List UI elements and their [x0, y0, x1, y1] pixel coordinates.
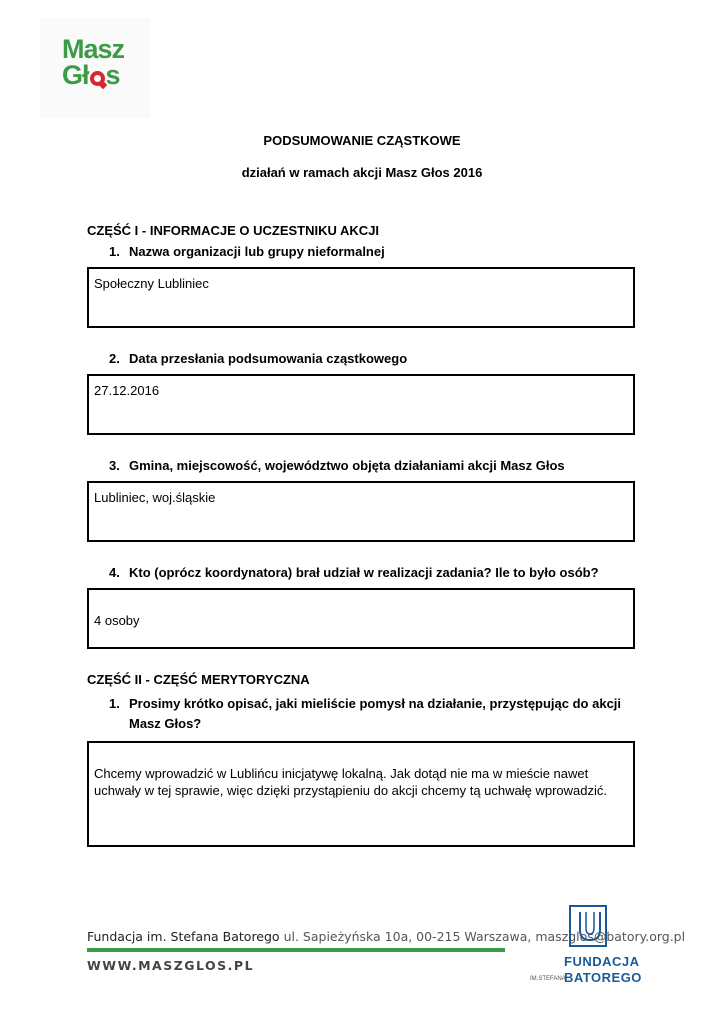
answer-text: 27.12.2016 [94, 383, 160, 398]
question-1-3 [109, 458, 565, 473]
answer-text: Społeczny Lubliniec [94, 276, 209, 291]
answer-text: 4 osoby [94, 613, 140, 628]
logo-line-2 [62, 62, 120, 89]
logo-line-2-end: s [105, 60, 120, 90]
document-subtitle: działań w ramach akcji Masz Głos 2016 [241, 165, 483, 180]
answer-field-participants[interactable] [87, 588, 635, 649]
fundacja-batorego-icon [568, 904, 608, 948]
question-text: Data przesłania podsumowania cząstkowego [129, 351, 408, 366]
footer-organization: Fundacja im. Stefana Batorego [87, 929, 280, 944]
question-1-4 [109, 565, 599, 580]
answer-field-location[interactable] [87, 481, 635, 542]
question-number: 2. [109, 351, 120, 366]
question-text-line-1: Prosimy krótko opisać, jaki mieliście pomysł na działanie, przystępując do akcji [129, 696, 622, 711]
speech-bubble-icon [90, 71, 105, 86]
question-text-line-2: Masz Głos? [129, 716, 202, 731]
document-title: PODSUMOWANIE CZĄSTKOWE [263, 133, 461, 148]
logo-line-2-start: Gł [62, 60, 89, 90]
question-1-1 [109, 244, 385, 259]
footer-address: ul. Sapieżyńska 10a, 00-215 Warszawa, maszglos@batory.org.pl [283, 929, 686, 944]
fb-logo-text-2: BATOREGO [564, 970, 642, 985]
part-2-heading: CZĘŚĆ II - CZĘŚĆ MERYTORYCZNA [87, 672, 310, 687]
footer-divider [87, 948, 505, 952]
question-text: Gmina, miejscowość, województwo objęta działaniami akcji Masz Głos [129, 458, 565, 473]
answer-field-organization[interactable] [87, 267, 635, 328]
question-number: 1. [109, 244, 120, 259]
answer-field-date[interactable] [87, 374, 635, 435]
logo-line-1: Masz [62, 34, 125, 64]
fb-logo-text-1: FUNDACJA [564, 954, 640, 969]
question-1-2 [109, 351, 407, 366]
question-number: 1. [109, 696, 120, 711]
masz-glos-logo [40, 18, 150, 118]
footer-website: WWW.MASZGLOS.PL [87, 958, 255, 973]
answer-field-idea[interactable] [87, 741, 635, 847]
answer-text: Lubliniec, woj.śląskie [94, 490, 216, 505]
fb-logo-small-text: IM.STEFANA [530, 976, 566, 982]
question-text: Nazwa organizacji lub grupy nieformalnej [129, 244, 385, 259]
question-number: 4. [109, 565, 120, 580]
question-2-1 [109, 696, 622, 731]
part-1-heading: CZĘŚĆ I - INFORMACJE O UCZESTNIKU AKCJI [87, 223, 380, 238]
question-number: 3. [109, 458, 120, 473]
answer-text: Chcemy wprowadzić w Lublińcu inicjatywę lokalną. Jak dotąd nie ma w mieście nawet uchwały w tej sprawie, więc dzięki przystąpieniu do akcji chcemy tą uchwałę wprowadzić. [94, 766, 607, 798]
question-text: Kto (oprócz koordynatora) brał udział w realizacji zadania? Ile to było osób? [129, 565, 599, 580]
fundacja-batorego-logo [530, 900, 650, 990]
